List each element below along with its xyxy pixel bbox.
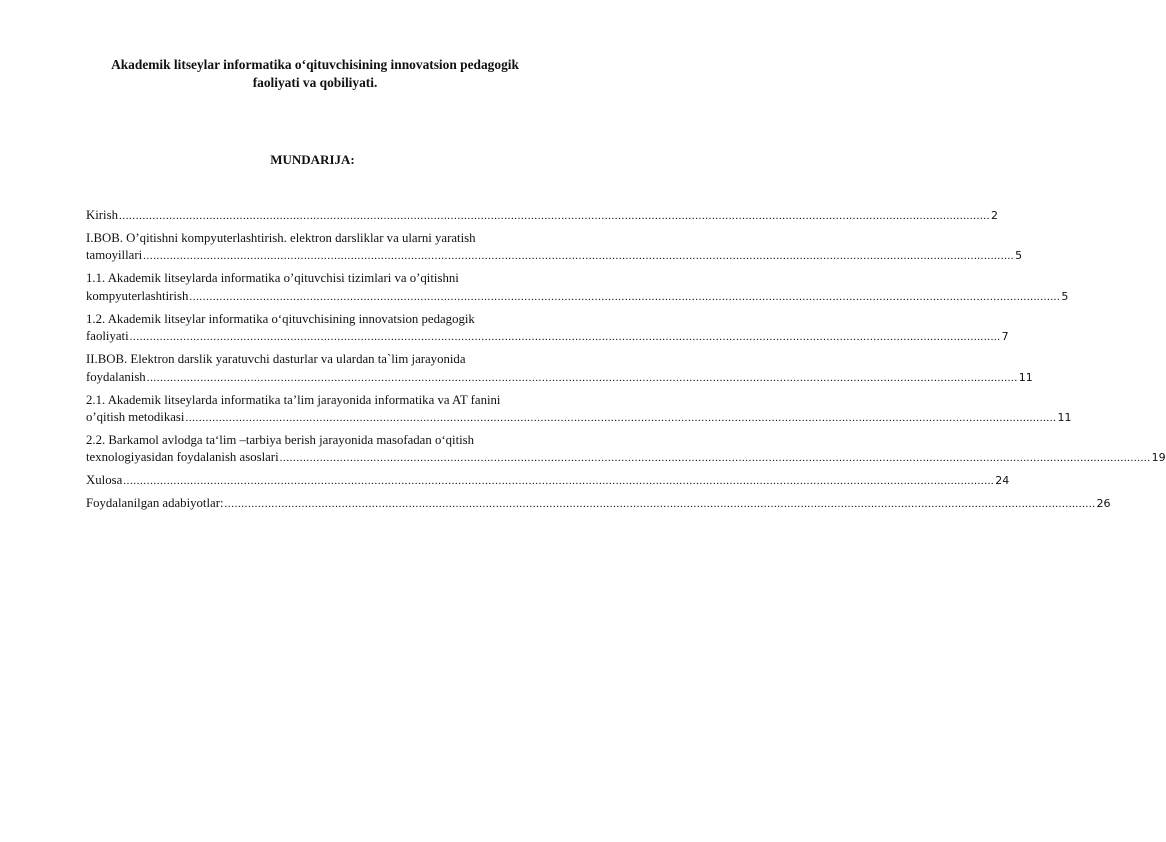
toc-entry[interactable] [86,230,1023,266]
toc-entry-line: 1.1. Akademik litseylarda informatika o’qituvchisi tizimlari va o’qitishni [86,271,459,286]
toc-entry-label: o’qitish metodikasi [86,410,185,425]
toc-dot-leader: .................................................................................................................................................................................................................................................................... [279,452,1151,465]
toc-entry-line: 1.2. Akademik litseylar informatika o‘qituvchisining innovatsion pedagogik [86,311,475,326]
toc-entry-row [86,207,998,225]
toc-page-number: 11 [1057,411,1072,425]
toc-dot-leader: .................................................................................................................................................................................................................................................................... [119,210,990,222]
toc-entry-row [86,328,1009,346]
toc-entry-label: foydalanish [86,369,146,384]
toc-dot-leader: .................................................................................................................................................................................................................................................................... [185,412,1057,425]
toc-entry-line: II.BOB. Elektron darslik yaratuvchi dasturlar va ulardan ta`lim jarayonida [86,352,466,367]
toc-entry-label: Xulosa [86,473,123,488]
toc-entry[interactable] [86,207,998,225]
toc-dot-leader: .................................................................................................................................................................................................................................................................... [129,331,1001,344]
toc-entry-row [86,495,1111,513]
toc-page-number: 19 [1151,451,1166,465]
toc-entry-row [86,409,1072,427]
toc-entry[interactable] [86,351,1033,387]
toc-entry-row [86,369,1033,387]
toc-entry-row [86,247,1023,265]
toc-dot-leader: .................................................................................................................................................................................................................................................................... [143,250,1015,263]
toc-heading: MUNDARIJA: [270,152,355,167]
toc-entry[interactable] [86,472,1010,490]
toc-entry-label: Foydalanilgan adabiyotlar: [86,496,224,511]
toc-entry-label: faoliyati [86,329,129,344]
toc-page-number: 7 [1001,330,1009,344]
toc-page-number: 5 [1061,289,1069,303]
toc-page-number: 11 [1018,370,1033,384]
toc-entry-label: Kirish [86,208,118,222]
toc-entry-row [86,288,1069,306]
toc-entry[interactable] [86,392,1072,428]
toc-entry-label: kompyuterlashtirish [86,288,189,303]
toc-entry-line: I.BOB. O’qitishni kompyuterlashtirish. elektron darsliklar va ularni yaratish [86,231,476,245]
toc-entry-label: tamoyillari [86,248,143,263]
toc-dot-leader: .................................................................................................................................................................................................................................................................... [146,371,1018,384]
toc-entry[interactable] [86,270,1069,306]
toc-entry[interactable] [86,495,1111,513]
toc-entry[interactable] [86,311,1009,347]
toc-entry-row [86,449,1166,467]
toc-entry-row [86,472,1010,490]
toc-page-number: 5 [1015,249,1023,263]
document-title: Akademik litseylar informatika o‘qituvchisining innovatsion pedagogik faoliyati va qobiliyati. [111,57,519,90]
toc-page-number: 2 [991,209,998,222]
toc-entry-label: texnologiyasidan foydalanish asoslari [86,450,279,465]
toc-dot-leader: .................................................................................................................................................................................................................................................................... [189,290,1061,303]
toc-dot-leader: .................................................................................................................................................................................................................................................................... [123,475,995,488]
toc-entry[interactable] [86,432,1166,468]
table-of-contents [86,207,1166,518]
toc-entry-line: 2.1. Akademik litseylarda informatika ta’lim jarayonida informatika va AT fanini [86,392,501,407]
toc-entry-line: 2.2. Barkamol avlodga ta‘lim –tarbiya berish jarayonida masofadan o‘qitish [86,433,475,448]
toc-page-number: 26 [1096,497,1111,511]
toc-page-number: 24 [995,474,1010,488]
toc-dot-leader: .................................................................................................................................................................................................................................................................... [224,498,1096,511]
